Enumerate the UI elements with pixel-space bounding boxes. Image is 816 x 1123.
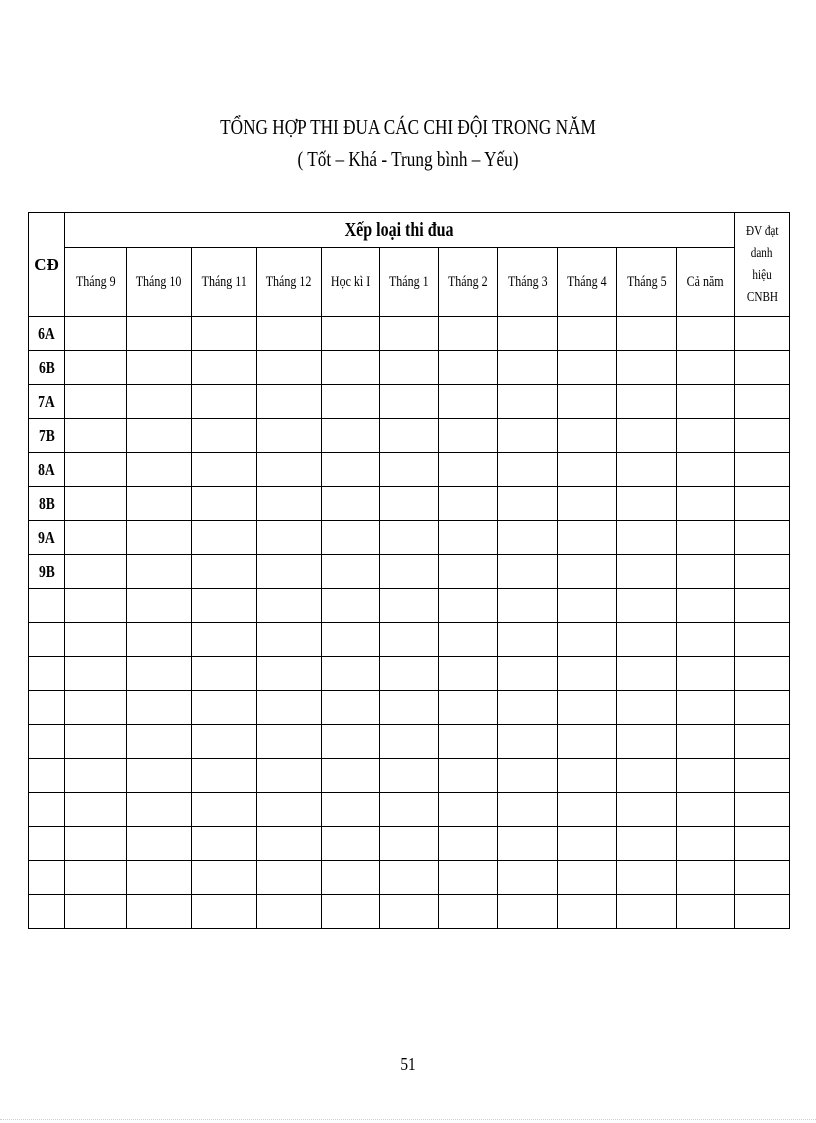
table-cell <box>127 555 192 589</box>
table-cell <box>322 691 380 725</box>
table-cell <box>322 895 380 929</box>
table-cell <box>498 793 558 827</box>
table-cell <box>558 793 617 827</box>
table-cell <box>735 521 790 555</box>
table-cell <box>127 385 192 419</box>
page-title: TỔNG HỢP THI ĐUA CÁC CHI ĐỘI TRONG NĂM <box>220 115 596 139</box>
table-cell <box>735 419 790 453</box>
row-class-label: 8B <box>29 487 65 521</box>
table-cell <box>558 419 617 453</box>
table-cell <box>257 385 322 419</box>
table-cell <box>322 623 380 657</box>
table-cell <box>322 759 380 793</box>
table-cell <box>617 691 677 725</box>
table-cell <box>192 827 257 861</box>
table-cell <box>322 657 380 691</box>
header-month: Tháng 4 <box>558 248 617 317</box>
table-cell <box>735 725 790 759</box>
table-cell <box>380 385 439 419</box>
table-cell <box>127 623 192 657</box>
table-cell <box>192 419 257 453</box>
table-cell <box>127 895 192 929</box>
table-cell <box>65 487 127 521</box>
table-cell <box>380 793 439 827</box>
table-cell <box>65 419 127 453</box>
table-cell <box>192 317 257 351</box>
table-cell <box>617 861 677 895</box>
table-cell <box>558 725 617 759</box>
table-row <box>29 351 790 385</box>
table-cell <box>498 589 558 623</box>
table-cell <box>735 657 790 691</box>
table-row <box>29 827 790 861</box>
table-cell <box>735 589 790 623</box>
table-cell <box>439 861 498 895</box>
table-cell <box>380 419 439 453</box>
table-row <box>29 623 790 657</box>
row-class-label <box>29 793 65 827</box>
table-cell <box>127 589 192 623</box>
table-cell <box>127 487 192 521</box>
table-cell <box>65 793 127 827</box>
table-cell <box>498 351 558 385</box>
table-cell <box>617 521 677 555</box>
table-cell <box>617 487 677 521</box>
table-cell <box>498 657 558 691</box>
table-cell <box>127 453 192 487</box>
table-cell <box>65 759 127 793</box>
table-cell <box>735 793 790 827</box>
table-cell <box>498 861 558 895</box>
table-cell <box>439 895 498 929</box>
table-cell <box>127 521 192 555</box>
table-cell <box>65 861 127 895</box>
emulation-summary-table <box>28 212 790 929</box>
table-cell <box>192 555 257 589</box>
table-cell <box>257 861 322 895</box>
table-cell <box>65 385 127 419</box>
table-cell <box>65 691 127 725</box>
table-cell <box>439 487 498 521</box>
table-cell <box>498 725 558 759</box>
table-row <box>29 453 790 487</box>
table-cell <box>558 895 617 929</box>
table-cell <box>257 759 322 793</box>
table-cell <box>735 317 790 351</box>
table-row <box>29 317 790 351</box>
table-cell <box>380 589 439 623</box>
row-class-label: 6B <box>29 351 65 385</box>
table-cell <box>498 827 558 861</box>
table-cell <box>322 453 380 487</box>
table-cell <box>380 725 439 759</box>
table-cell <box>558 759 617 793</box>
row-class-label: 9B <box>29 555 65 589</box>
row-class-label <box>29 725 65 759</box>
table-cell <box>735 351 790 385</box>
table-cell <box>677 827 735 861</box>
table-cell <box>65 725 127 759</box>
table-cell <box>127 351 192 385</box>
table-row <box>29 521 790 555</box>
table-row <box>29 759 790 793</box>
table-cell <box>192 487 257 521</box>
table-row <box>29 691 790 725</box>
table-cell <box>127 419 192 453</box>
table-cell <box>498 623 558 657</box>
header-month: Học kì I <box>322 248 380 317</box>
table-cell <box>257 623 322 657</box>
table-cell <box>677 317 735 351</box>
table-cell <box>439 759 498 793</box>
table-cell <box>498 555 558 589</box>
table-cell <box>498 487 558 521</box>
table-cell <box>127 759 192 793</box>
table-cell <box>558 827 617 861</box>
table-cell <box>257 589 322 623</box>
table-cell <box>127 691 192 725</box>
table-cell <box>380 351 439 385</box>
page-number: 51 <box>400 1054 416 1074</box>
table-cell <box>558 521 617 555</box>
row-class-label: 6A <box>29 317 65 351</box>
table-cell <box>677 487 735 521</box>
table-cell <box>322 555 380 589</box>
table-cell <box>677 351 735 385</box>
table-cell <box>257 691 322 725</box>
table-cell <box>617 589 677 623</box>
table-cell <box>677 657 735 691</box>
table-cell <box>65 521 127 555</box>
table-cell <box>735 385 790 419</box>
table-cell <box>380 861 439 895</box>
header-month: Tháng 10 <box>127 248 192 317</box>
table-cell <box>380 895 439 929</box>
table-cell <box>127 317 192 351</box>
table-cell <box>735 555 790 589</box>
table-cell <box>498 419 558 453</box>
table-cell <box>380 317 439 351</box>
table-cell <box>735 827 790 861</box>
table-cell <box>735 759 790 793</box>
table-cell <box>558 317 617 351</box>
table-cell <box>380 623 439 657</box>
table-cell <box>617 317 677 351</box>
table-cell <box>617 453 677 487</box>
table-cell <box>735 895 790 929</box>
table-cell <box>322 487 380 521</box>
table-cell <box>192 657 257 691</box>
table-row <box>29 589 790 623</box>
table-cell <box>617 623 677 657</box>
row-class-label <box>29 895 65 929</box>
row-class-label: 7B <box>29 419 65 453</box>
table-cell <box>558 453 617 487</box>
table-cell <box>498 759 558 793</box>
table-cell <box>735 861 790 895</box>
table-cell <box>439 385 498 419</box>
table-cell <box>380 453 439 487</box>
header-cnbh-title: ĐV đạt danh hiệu CNBH <box>735 213 790 317</box>
table-cell <box>192 691 257 725</box>
table-cell <box>735 691 790 725</box>
table-cell <box>192 895 257 929</box>
table-cell <box>439 351 498 385</box>
table-cell <box>735 623 790 657</box>
table-cell <box>192 861 257 895</box>
table-cell <box>617 555 677 589</box>
table-cell <box>617 351 677 385</box>
table-row <box>29 725 790 759</box>
table-cell <box>558 555 617 589</box>
table-cell <box>558 487 617 521</box>
header-month: Tháng 1 <box>380 248 439 317</box>
table-row <box>29 657 790 691</box>
table-cell <box>677 589 735 623</box>
header-month: Tháng 3 <box>498 248 558 317</box>
table-cell <box>558 623 617 657</box>
table-cell <box>257 895 322 929</box>
table-cell <box>257 555 322 589</box>
table-cell <box>257 317 322 351</box>
table-row <box>29 861 790 895</box>
table-cell <box>677 725 735 759</box>
table-cell <box>127 725 192 759</box>
table-cell <box>558 589 617 623</box>
table-cell <box>192 623 257 657</box>
table-cell <box>65 623 127 657</box>
table-cell <box>322 589 380 623</box>
table-cell <box>322 827 380 861</box>
table-cell <box>192 351 257 385</box>
table-cell <box>257 453 322 487</box>
table-cell <box>65 317 127 351</box>
table-cell <box>380 555 439 589</box>
table-cell <box>617 385 677 419</box>
table-cell <box>257 521 322 555</box>
table-cell <box>439 793 498 827</box>
table-row <box>29 487 790 521</box>
row-class-label <box>29 861 65 895</box>
table-cell <box>65 657 127 691</box>
header-emulation-rating: Xếp loại thi đua <box>65 213 735 248</box>
header-month: Tháng 9 <box>65 248 127 317</box>
header-month: Tháng 12 <box>257 248 322 317</box>
table-cell <box>127 827 192 861</box>
table-row <box>29 555 790 589</box>
row-class-label <box>29 759 65 793</box>
table-cell <box>65 895 127 929</box>
table-cell <box>677 453 735 487</box>
table-cell <box>558 385 617 419</box>
table-cell <box>322 385 380 419</box>
table-cell <box>677 861 735 895</box>
table-cell <box>192 759 257 793</box>
table-cell <box>677 793 735 827</box>
row-class-label <box>29 691 65 725</box>
table-cell <box>498 895 558 929</box>
table-cell <box>127 657 192 691</box>
table-cell <box>257 657 322 691</box>
table-row <box>29 793 790 827</box>
table-cell <box>127 793 192 827</box>
table-cell <box>192 793 257 827</box>
table-cell <box>322 419 380 453</box>
table-cell <box>735 453 790 487</box>
table-cell <box>439 623 498 657</box>
row-class-label: 8A <box>29 453 65 487</box>
table-cell <box>322 861 380 895</box>
table-cell <box>380 521 439 555</box>
table-cell <box>322 351 380 385</box>
row-class-label: 7A <box>29 385 65 419</box>
table-cell <box>192 521 257 555</box>
row-class-label: 9A <box>29 521 65 555</box>
table-cell <box>65 351 127 385</box>
table-cell <box>677 895 735 929</box>
table-cell <box>380 657 439 691</box>
table-cell <box>439 657 498 691</box>
table-cell <box>65 589 127 623</box>
page-subtitle: ( Tốt – Khá - Trung bình – Yếu) <box>297 147 519 171</box>
row-class-label <box>29 827 65 861</box>
table-cell <box>617 827 677 861</box>
table-cell <box>257 793 322 827</box>
table-cell <box>498 385 558 419</box>
table-cell <box>439 453 498 487</box>
header-month: Tháng 11 <box>192 248 257 317</box>
table-cell <box>322 793 380 827</box>
table-cell <box>677 759 735 793</box>
table-cell <box>677 385 735 419</box>
table-cell <box>439 725 498 759</box>
table-cell <box>192 589 257 623</box>
table-cell <box>617 759 677 793</box>
table-cell <box>558 861 617 895</box>
table-cell <box>192 453 257 487</box>
table-cell <box>380 759 439 793</box>
table-cell <box>380 827 439 861</box>
table-cell <box>322 317 380 351</box>
table-row <box>29 895 790 929</box>
table-cell <box>677 521 735 555</box>
header-cd: CĐ <box>29 213 65 317</box>
table-cell <box>735 487 790 521</box>
table-cell <box>257 419 322 453</box>
table-cell <box>617 657 677 691</box>
table-cell <box>322 521 380 555</box>
table-cell <box>192 725 257 759</box>
table-cell <box>65 453 127 487</box>
page-divider <box>0 1119 816 1120</box>
table-cell <box>498 691 558 725</box>
table-cell <box>498 453 558 487</box>
table-cell <box>439 521 498 555</box>
table-cell <box>257 725 322 759</box>
table-cell <box>498 521 558 555</box>
table-cell <box>439 589 498 623</box>
row-class-label <box>29 623 65 657</box>
header-month: Cả năm <box>677 248 735 317</box>
table-cell <box>439 691 498 725</box>
table-cell <box>617 793 677 827</box>
table-cell <box>192 385 257 419</box>
table-cell <box>322 725 380 759</box>
table-cell <box>439 555 498 589</box>
table-cell <box>127 861 192 895</box>
table-cell <box>257 487 322 521</box>
table-cell <box>617 725 677 759</box>
table-cell <box>677 623 735 657</box>
table-cell <box>439 827 498 861</box>
table-cell <box>257 827 322 861</box>
header-month: Tháng 5 <box>617 248 677 317</box>
table-cell <box>558 657 617 691</box>
row-class-label <box>29 589 65 623</box>
table-cell <box>558 351 617 385</box>
row-class-label <box>29 657 65 691</box>
table-cell <box>617 895 677 929</box>
table-row <box>29 385 790 419</box>
table-cell <box>617 419 677 453</box>
table-cell <box>498 317 558 351</box>
header-month: Tháng 2 <box>439 248 498 317</box>
table-cell <box>257 351 322 385</box>
table-row <box>29 419 790 453</box>
table-cell <box>380 691 439 725</box>
table-cell <box>65 555 127 589</box>
table-cell <box>677 419 735 453</box>
table-cell <box>677 691 735 725</box>
table-cell <box>439 317 498 351</box>
table-cell <box>439 419 498 453</box>
table-cell <box>558 691 617 725</box>
table-cell <box>65 827 127 861</box>
table-cell <box>677 555 735 589</box>
table-cell <box>380 487 439 521</box>
